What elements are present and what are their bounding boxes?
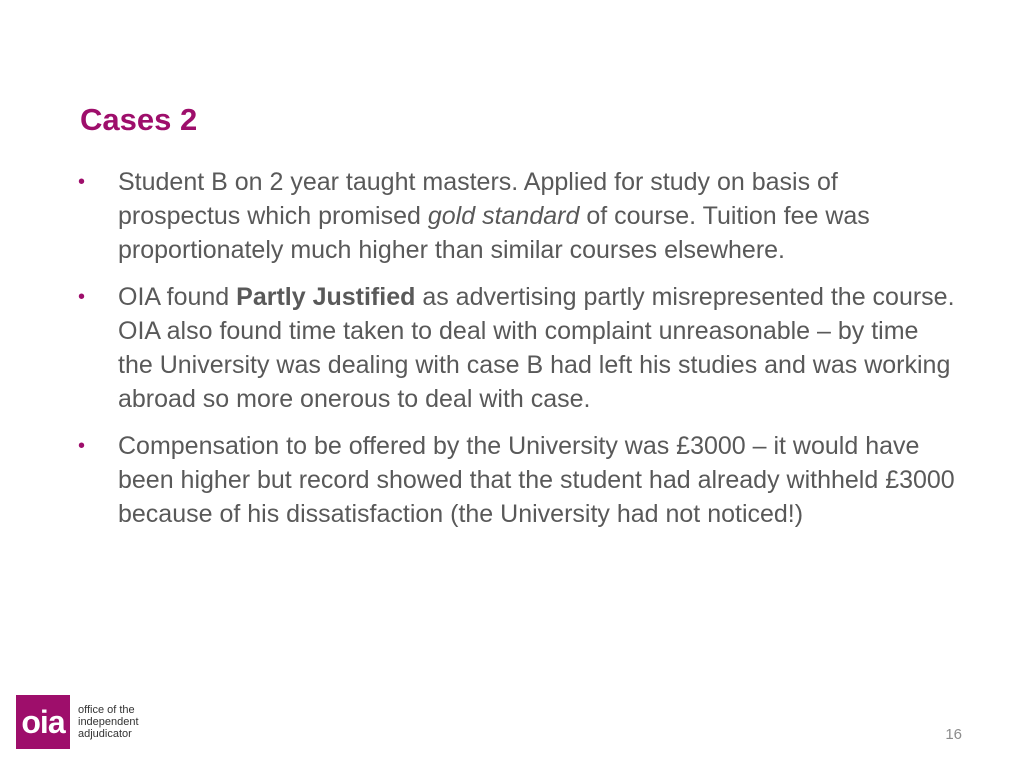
bullet-item (78, 165, 958, 267)
bullet-text-part: of course. Tuition fee was proportionately much higher than similar courses elsewhere. (118, 202, 870, 264)
bullet-text-part: as advertising partly misrepresented the course. OIA also found time taken to deal with complaint unreasonable – by time the University was dealing with case B had left his studies and was working abroad so more onerous to deal with case. (118, 283, 955, 413)
slide-title: Cases 2 (80, 102, 198, 137)
oia-logo-mark: oia (16, 695, 70, 749)
bullet-icon: • (78, 171, 86, 193)
logo-line: independent (78, 716, 139, 728)
oia-logo-text (78, 704, 139, 740)
page-number: 16 (945, 726, 962, 743)
bullet-icon: • (78, 435, 86, 457)
bullet-item (78, 429, 958, 531)
bullet-text-bold: Partly Justified (236, 283, 416, 311)
bullet-item (78, 280, 958, 416)
logo-line: office of the (78, 704, 135, 716)
bullet-list (78, 165, 958, 544)
bullet-icon: • (78, 286, 86, 308)
bullet-text-part: Student B on 2 year taught masters. Applied for study on basis of prospectus which promised (118, 168, 838, 230)
oia-logo (16, 695, 139, 749)
logo-line: adjudicator (78, 728, 132, 740)
bullet-text-italic: gold standard (427, 202, 587, 230)
bullet-text-part: Compensation to be offered by the University was £3000 – it would have been higher but record showed that the student had already withheld £3000 because of his dissatisfaction (the University had not noticed!) (118, 432, 955, 528)
bullet-text-part: OIA found (118, 283, 237, 311)
